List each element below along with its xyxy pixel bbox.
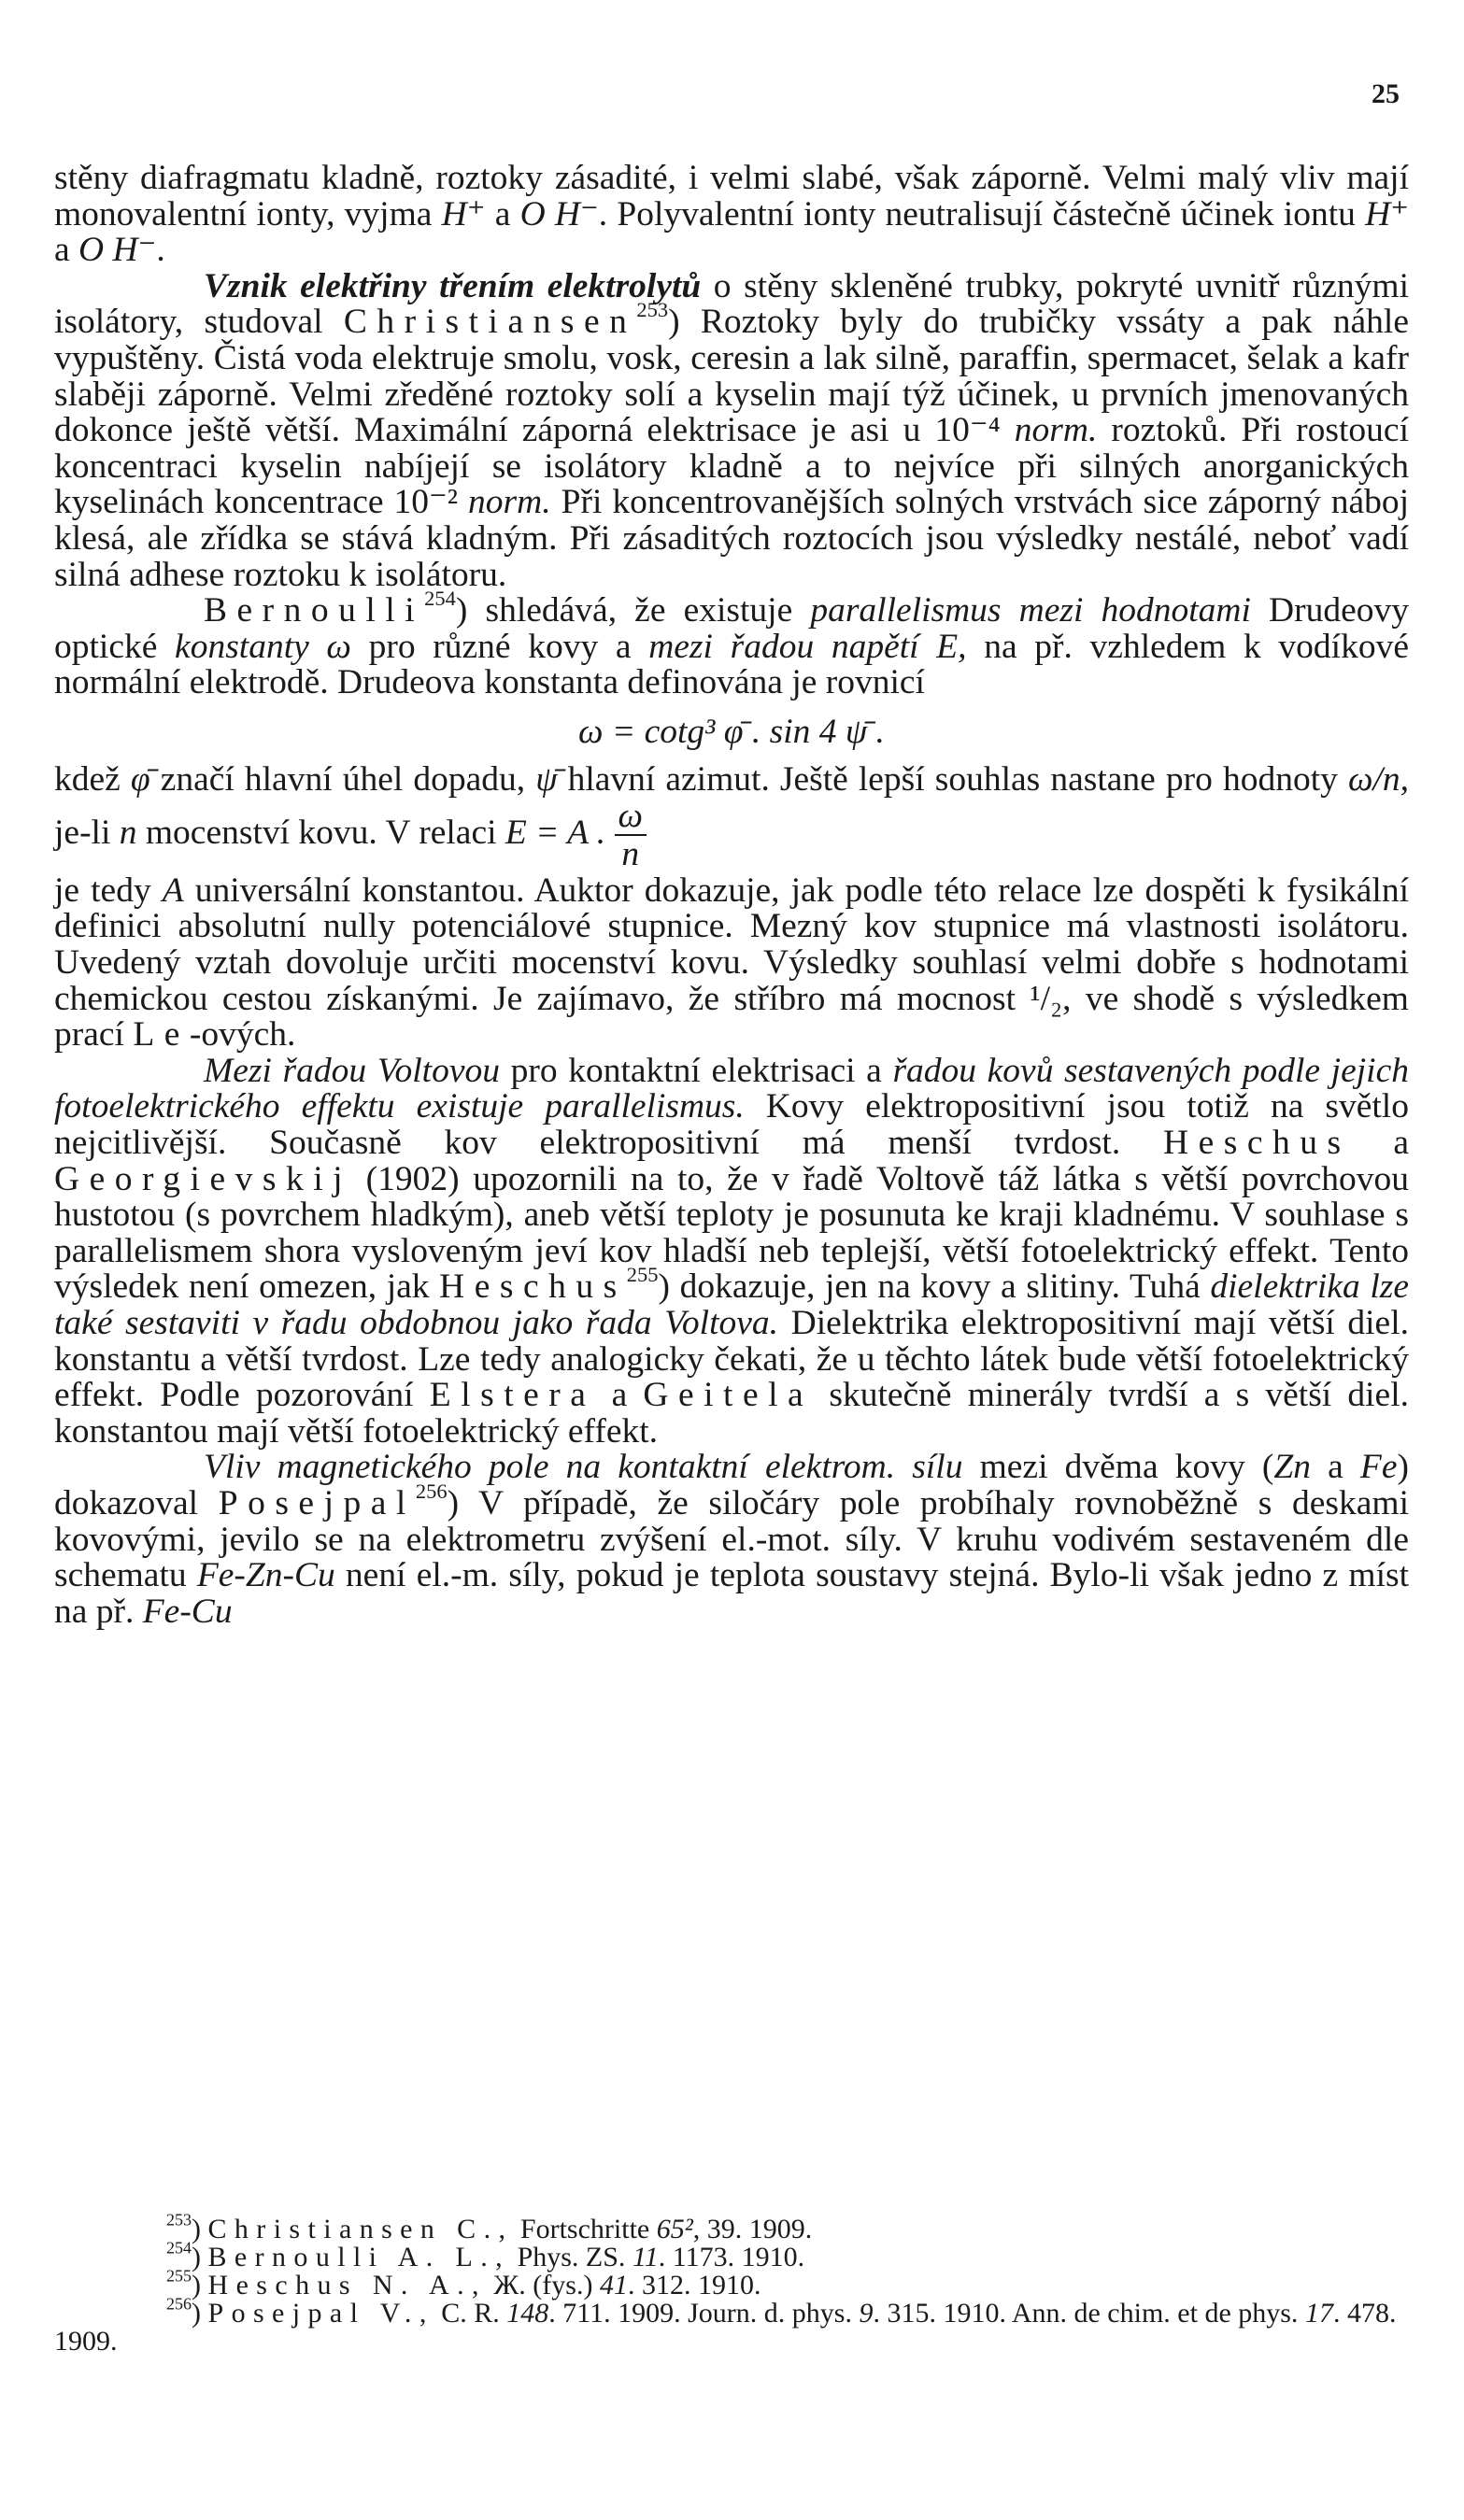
footnote-text: , 39. 1909. (692, 2214, 813, 2244)
math-expression: E = A . (505, 814, 606, 853)
footnote-text: C. R. (434, 2298, 507, 2329)
text: a (1350, 1124, 1409, 1162)
metal-symbol: Zn (1273, 1448, 1311, 1487)
footnote-text: . 312. 1910. (627, 2270, 761, 2301)
text: o stěny skleněné trubky, pokryté uvnitř různými isolátory, studoval (54, 266, 1409, 342)
fraction-denominator: n (621, 835, 640, 874)
footnote-text: Phys. ZS. (510, 2242, 633, 2272)
footnote-volume: 65² (656, 2214, 693, 2244)
unit: norm. (1014, 411, 1098, 450)
text: a (54, 231, 79, 270)
text: , ve shodě s výsledkem prací (54, 979, 1409, 1055)
footnote-ref: 256 (415, 1479, 448, 1504)
paragraph-5 (54, 1450, 1409, 1630)
math-symbol: ψ̄ (535, 759, 558, 799)
text: a (485, 194, 520, 234)
footnote-number: 253 (166, 2210, 192, 2230)
paragraph-4 (54, 1051, 1409, 1451)
text: ) dokazoval (54, 1448, 1409, 1522)
metal-symbol: Fe-Cu (142, 1592, 233, 1631)
text: hlavní azimut. Ještě lepší souhlas nastane pro hodnoty (557, 759, 1348, 799)
emphasis: Vliv magnetického pole na kontaktní elektrom. sílu (204, 1448, 963, 1487)
text: na př. vzhledem k vodíkové normální elektrodě. Drudeova konstanta definována je rovnicí (54, 627, 1409, 702)
text: skutečně minerály tvrdší a s větší diel. konstantou mají větší fotoelektrický effekt. (54, 1376, 1409, 1451)
emphasis: mezi řadou napětí E, (648, 627, 967, 666)
footnote-volume: 11 (632, 2242, 659, 2272)
fraction-numerator: ω (615, 798, 647, 836)
text: Při koncentrovanějších solných vrstvách sice záporný náboj klesá, ale zřídka se stává kladným. Při zásaditých roztocích jsou výsledky nestálé, neboť vadí silná adhese roztoku k isolátoru. (54, 483, 1410, 594)
paragraph-1 (54, 161, 1409, 269)
text: ) dokazuje, jen na kovy a slitiny. Tuhá (658, 1267, 1211, 1307)
footnote-author: Heschus N. A., (207, 2270, 487, 2301)
text: a (1310, 1448, 1360, 1487)
footnotes (54, 2210, 1409, 2357)
author-name: Posejpal (218, 1483, 416, 1522)
text: universální konstantou. Auktor dokazuje, jak podle této relace lze dospěti k fysikální definici absolutní nully potenciálové stupnice. Mezný kov stupnice má vlastnosti isolátoru. Uvedený vztah dovoluje určiti mocenství kovu. Výsledky souhlasí velmi dobře s hodnotami chemickou cestou získanými. Je zajímavo, že stříbro má mocnost (54, 871, 1409, 1018)
value: 10⁻⁴ (934, 411, 1001, 450)
unit: norm. (468, 483, 551, 522)
footnote-number: 256 (166, 2294, 192, 2314)
text: stěny diafragmatu kladně, roztoky zásadité, i velmi slabé, však záporně. Velmi malý vliv mají monovalentní ionty, vyjma (54, 159, 1409, 234)
fraction (615, 798, 647, 873)
footnote-ref: 255 (626, 1263, 659, 1287)
paragraph-3-end (54, 873, 1409, 1054)
fraction-half: ¹/₂ (1030, 979, 1063, 1018)
math-symbol: A (162, 871, 184, 910)
body-text (54, 161, 1409, 1630)
paragraph-3-continued (54, 759, 1409, 874)
author-name: Le (133, 1015, 190, 1055)
text: kdež (54, 759, 131, 799)
author-name: Bernoulli (204, 591, 425, 630)
text: . Polyvalentní ionty neutralisují částečně účinek iontu (598, 194, 1366, 234)
footnote-volume: 9 (859, 2298, 874, 2329)
footnote: $^{253}$) Christiansen C., Fortschritte 65², 39. 1909. (166, 2210, 813, 2244)
emphasis: parallelismus mezi hodnotami (810, 591, 1251, 630)
text: je tedy (54, 871, 163, 910)
text: je-li (54, 814, 120, 853)
footnote (54, 2294, 1409, 2357)
author-name: Elstera (429, 1376, 596, 1415)
footnote-ref: 254 (424, 587, 456, 611)
section-title: Vznik elektřiny třením elektrolytů (204, 266, 702, 305)
footnote-lead: $^{256}$) (166, 2294, 201, 2329)
text: mocenství kovu. V relaci (136, 814, 505, 853)
text: pro různé kovy a (350, 627, 649, 666)
text: a (595, 1376, 644, 1415)
text: roztoků. Při rostoucí koncentraci kyselin nabíjejí se isolátory kladně a to nejvíce při silných anorganických kyselinách koncentrace (54, 411, 1409, 522)
footnote-author: Bernoulli A. L., (207, 2242, 511, 2272)
text: -ových. (189, 1015, 296, 1055)
formula: ω = cotg³ φ̄ . sin 4 ψ̄ . (578, 712, 885, 751)
paragraph-3 (54, 587, 1409, 702)
emphasis: řadou kovů sestavených podle jejich fotoelektrického effektu existuje parallelismus. (54, 1051, 1409, 1126)
footnote-text: . 1173. 1910. (658, 2242, 805, 2272)
text: (1902) upozornili na to, že v řadě Voltově táž látka s větší povrchovou hustotou (s povrchem hladkým), aneb větší teploty je posunuta ke kraji kladnému. V souhlase s parallelismem shora vysloveným jeví kov hladší neb teplejší, větší fotoelektrický effekt. Tento výsledek není omezen, jak (54, 1159, 1409, 1307)
text: není el.-m. síly, pokud je teplota soustavy stejná. Bylo-li však jedno z míst na př. (54, 1556, 1410, 1631)
footnote-volume: 41 (599, 2270, 628, 2301)
footnote-number: 254 (166, 2238, 192, 2258)
footnote: $^{255}$) Heschus N. A., Ж. (fys.) 41. 312. 1910. (166, 2266, 761, 2301)
ion-symbol: H⁺ (441, 194, 486, 234)
author-name: Christiansen (343, 303, 637, 342)
emphasis: Mezi řadou Voltovou (204, 1051, 500, 1090)
author-name: Heschus (439, 1267, 627, 1307)
text: . (156, 231, 165, 270)
footnote-ref: 253 (636, 298, 669, 322)
text: značí hlavní úhel dopadu, (149, 759, 536, 799)
ion-symbol: O H⁻ (78, 231, 157, 270)
text: pro kontaktní elektrisaci a (499, 1051, 893, 1090)
text: Dielektrika elektropositivní mají větší diel. konstantu a větší tvrdost. Lze tedy analogicky čekati, že u těchto látek bude větší fotoelektrický effekt. Podle pozorování (54, 1303, 1409, 1415)
ion-symbol: H⁺ (1365, 194, 1409, 234)
footnote: $^{254}$) Bernoulli A. L., Phys. ZS. 11. 1173. 1910. (166, 2238, 805, 2272)
math-symbol: φ̄ (130, 759, 150, 799)
footnote-volume: 17 (1304, 2298, 1333, 2329)
metal-symbol: Fe-Zn-Cu (196, 1556, 335, 1595)
paragraph-2 (54, 266, 1410, 594)
footnote-number: 255 (166, 2266, 192, 2286)
footnote-author: Christiansen C., (207, 2214, 514, 2244)
text: mezi dvěma kovy ( (962, 1448, 1274, 1487)
text: ) Roztoky byly do trubičky vssáty a pak náhle vypuštěny. Čistá voda elektruje smolu, vosk, ceresin a lak silně, paraffin, spermacet, šelak a kafr slaběji záporně. Velmi zředěné roztoky solí a kyselin mají týž účinek, u prvních jmenovaných dokonce ještě větší. Maximální záporná elektrisace je asi u (54, 303, 1409, 450)
footnote-text: . 711. 1909. Journ. d. phys. (548, 2298, 860, 2329)
metal-symbol: Fe (1359, 1448, 1398, 1487)
footnote-author: Posejpal V., (207, 2298, 434, 2329)
footnote-text: . 478. 1909. (54, 2298, 1397, 2357)
emphasis: dielektrika lze také sestaviti v řadu obdobnou jako řada Voltova. (54, 1267, 1409, 1342)
page-number: 25 (1372, 78, 1400, 109)
author-name: Georgievskij (54, 1159, 353, 1198)
text: Drudeovy optické (54, 591, 1409, 666)
author-name: Geitela (643, 1376, 814, 1415)
math-symbol: n (119, 814, 137, 853)
footnote-text: Ж. (fys.) (486, 2270, 600, 2301)
text: ) shledává, že existuje (455, 591, 811, 630)
footnote-text: . 315. 1910. Ann. de chim. et de phys. (873, 2298, 1305, 2329)
author-name: Heschus (1163, 1124, 1351, 1162)
ion-symbol: O H⁻ (519, 194, 599, 234)
footnote-text: Fortschritte (513, 2214, 657, 2244)
footnote-volume: 148 (506, 2298, 549, 2329)
math-expression: ω/n, (1347, 759, 1409, 799)
value: 10⁻² (393, 483, 459, 522)
emphasis: konstanty ω (175, 627, 351, 666)
text: ) V případě, že siločáry pole probíhaly rovnoběžně s deskami kovovými, jevilo se na elektrometru zvýšení el.-mot. síly. V kruhu vodivém sestaveném dle schematu (54, 1483, 1409, 1595)
text: Kovy elektropositivní jsou totiž na světlo nejcitlivější. Současně kov elektropositivní má menší tvrdost. (54, 1087, 1409, 1162)
